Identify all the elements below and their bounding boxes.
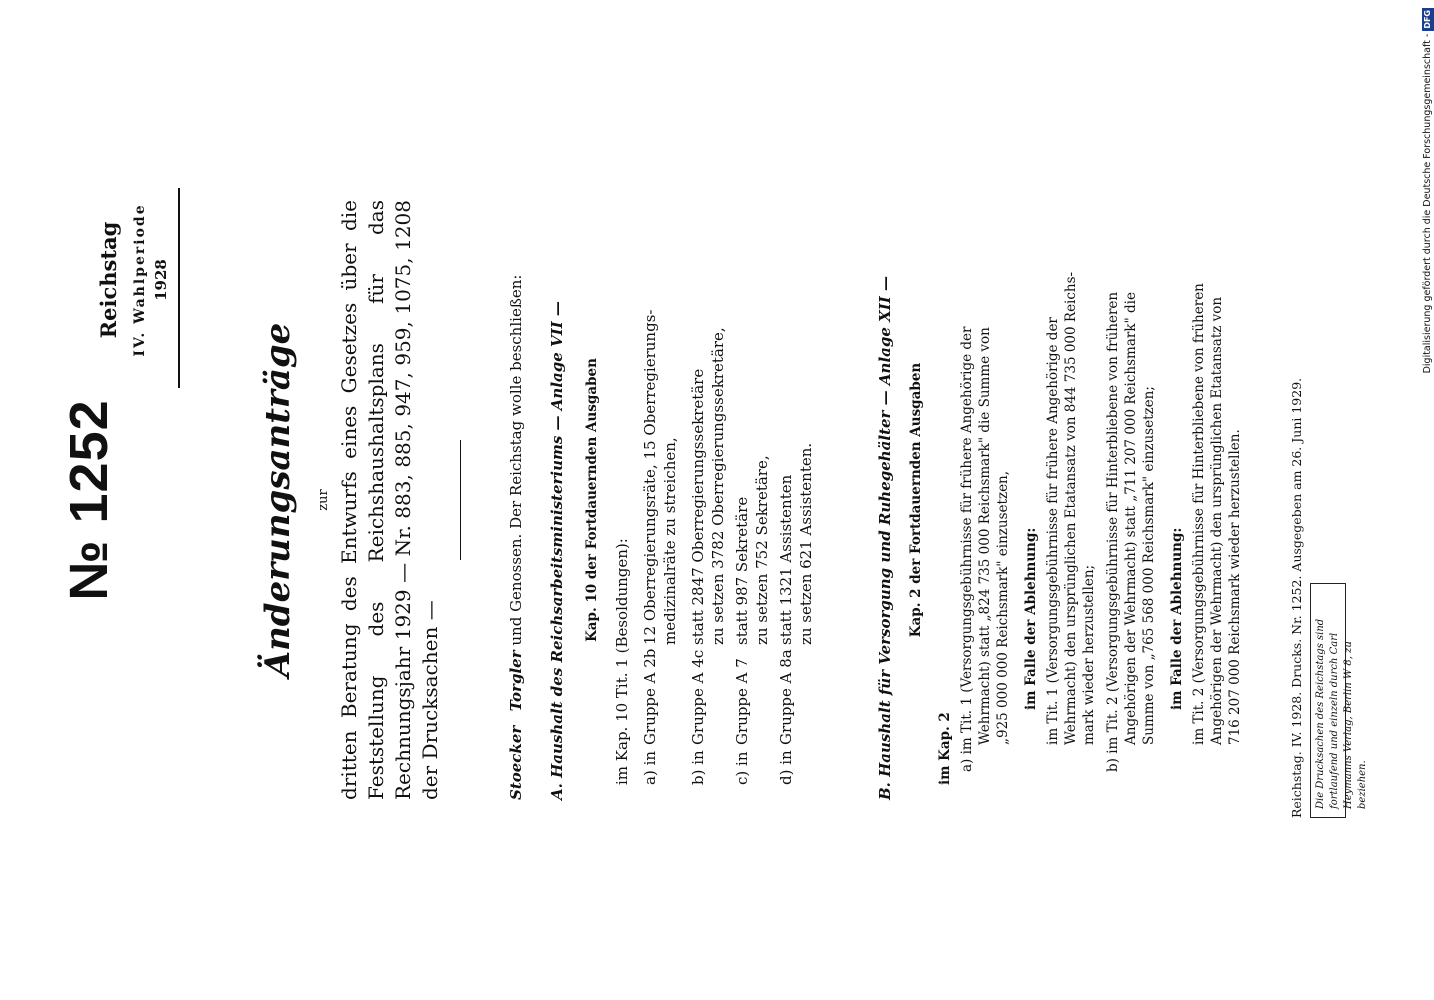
b-b-alt-1: im Tit. 2 (Versorgungsgebührnisse für Hinterbliebene von früheren bbox=[1191, 283, 1207, 745]
author-1: Stoecker bbox=[507, 725, 525, 800]
authors-line bbox=[506, 275, 526, 800]
item-d: d) inGruppe A 8astatt 1321 Assistenten bbox=[777, 474, 795, 785]
b-b-line-1: b) im Tit. 2 (Versorgungsgebührnisse für Hinterbliebene von früheren bbox=[1105, 291, 1121, 772]
b-a-alt-3: mark wieder herzustellen; bbox=[1081, 564, 1097, 745]
section-b-subheading: Kap. 2 der Fortdauernden Ausgaben bbox=[908, 362, 924, 638]
b-b-alt-2: Angehörigen der Wehrmacht) den ursprünglichen Etatansatz von bbox=[1209, 296, 1225, 745]
b-a-fall: im Falle der Ablehnung: bbox=[1023, 527, 1039, 710]
zur-label: zur bbox=[316, 489, 331, 511]
item-d-cont: zu setzen 621 Assistenten. bbox=[797, 442, 815, 645]
b-a-line-3: „925 000 000 Reichsmark" einzusetzen, bbox=[995, 470, 1011, 745]
dfg-note-text: Digitalisierung gefördert durch die Deutsche Forschungsgemeinschaft - bbox=[1422, 33, 1433, 374]
item-c-cont: zu setzen 752 Sekretäre, bbox=[753, 455, 771, 645]
section-b-lead: im Kap. 2 bbox=[937, 712, 953, 785]
b-a-alt-1: im Tit. 1 (Versorgungsgebührnisse für frühere Angehörige der bbox=[1045, 317, 1061, 745]
b-b-line-2: Angehörigen der Wehrmacht) statt „711 207 000 Reichsmark" die bbox=[1123, 292, 1139, 745]
document-number: № 1252 bbox=[59, 399, 119, 601]
b-a-line-1: a) im Tit. 1 (Versorgungsgebührnisse für frühere Angehörige der bbox=[959, 326, 975, 772]
year-label: 1928 bbox=[152, 259, 170, 301]
section-b-heading: B. Haushalt für Versorgung und Ruhegehälter — Anlage XII — bbox=[876, 275, 894, 800]
b-a-alt-2: Wehrmacht) den ursprünglichen Etatansatz von 844 735 000 Reichs- bbox=[1063, 271, 1079, 745]
item-a-cont: medizinalräte zu streichen, bbox=[661, 437, 679, 645]
footer-line: Reichstag. IV. 1928. Drucks. Nr. 1252. Ausgegeben am 26. Juni 1929. bbox=[1289, 377, 1304, 818]
item-c: c) inGruppe A 7statt 987 Sekretäre bbox=[733, 496, 751, 785]
dfg-logo: DFG bbox=[1423, 10, 1432, 29]
wahlperiode-label: IV. Wahlperiode bbox=[132, 203, 148, 357]
b-b-fall: im Falle der Ablehnung: bbox=[1169, 527, 1185, 710]
dfg-margin-note bbox=[1422, 8, 1434, 998]
b-a-line-2: Wehrmacht) statt „824 735 000 Reichsmark" die Summe von bbox=[977, 327, 993, 745]
item-b: b) inGruppe A 4cstatt 2847 Oberregierungssekretäre bbox=[689, 368, 707, 785]
section-a-heading: A. Haushalt des Reichsarbeitsministeriums — Anlage VII — bbox=[548, 301, 566, 800]
b-b-alt-3: 716 207 000 Reichsmark wieder herzustellen. bbox=[1227, 429, 1243, 745]
item-a: a) inGruppe A 2b12 Oberregierungsräte, 15 Oberregierungs- bbox=[641, 309, 659, 785]
author-2: Torgler bbox=[507, 650, 525, 712]
footer-box: Die Drucksachen des Reichstags sind fortlaufend und einzeln durch Carl Heymanns Verlag, Berlin W 8, zu beziehen. bbox=[1310, 583, 1346, 818]
reichstag-label: Reichstag bbox=[96, 221, 121, 339]
header-rule bbox=[178, 188, 180, 388]
section-a-lead: im Kap. 10 Tit. 1 (Besoldungen): bbox=[613, 538, 631, 785]
item-b-cont: zu setzen 3782 Oberregierungssekretäre, bbox=[709, 327, 727, 645]
page-title: Änderungsanträge bbox=[258, 322, 298, 678]
authors-rest: und Genossen. Der Reichstag wolle beschließen: bbox=[507, 274, 525, 646]
intro-paragraph: dritten Beratung des Entwurfs eines Gesetzes über die Feststellung des Reichshaushaltsplans für das Rechnungsjahr 1929 — Nr. 883, 885, 947, 959, 1075, 1208 der Drucksachen — bbox=[337, 200, 442, 800]
section-a-subheading: Kap. 10 der Fortdauernden Ausgaben bbox=[584, 358, 600, 642]
divider-rule bbox=[460, 440, 461, 560]
b-b-line-3: Summe von „765 568 000 Reichsmark" einzusetzen; bbox=[1141, 386, 1157, 745]
